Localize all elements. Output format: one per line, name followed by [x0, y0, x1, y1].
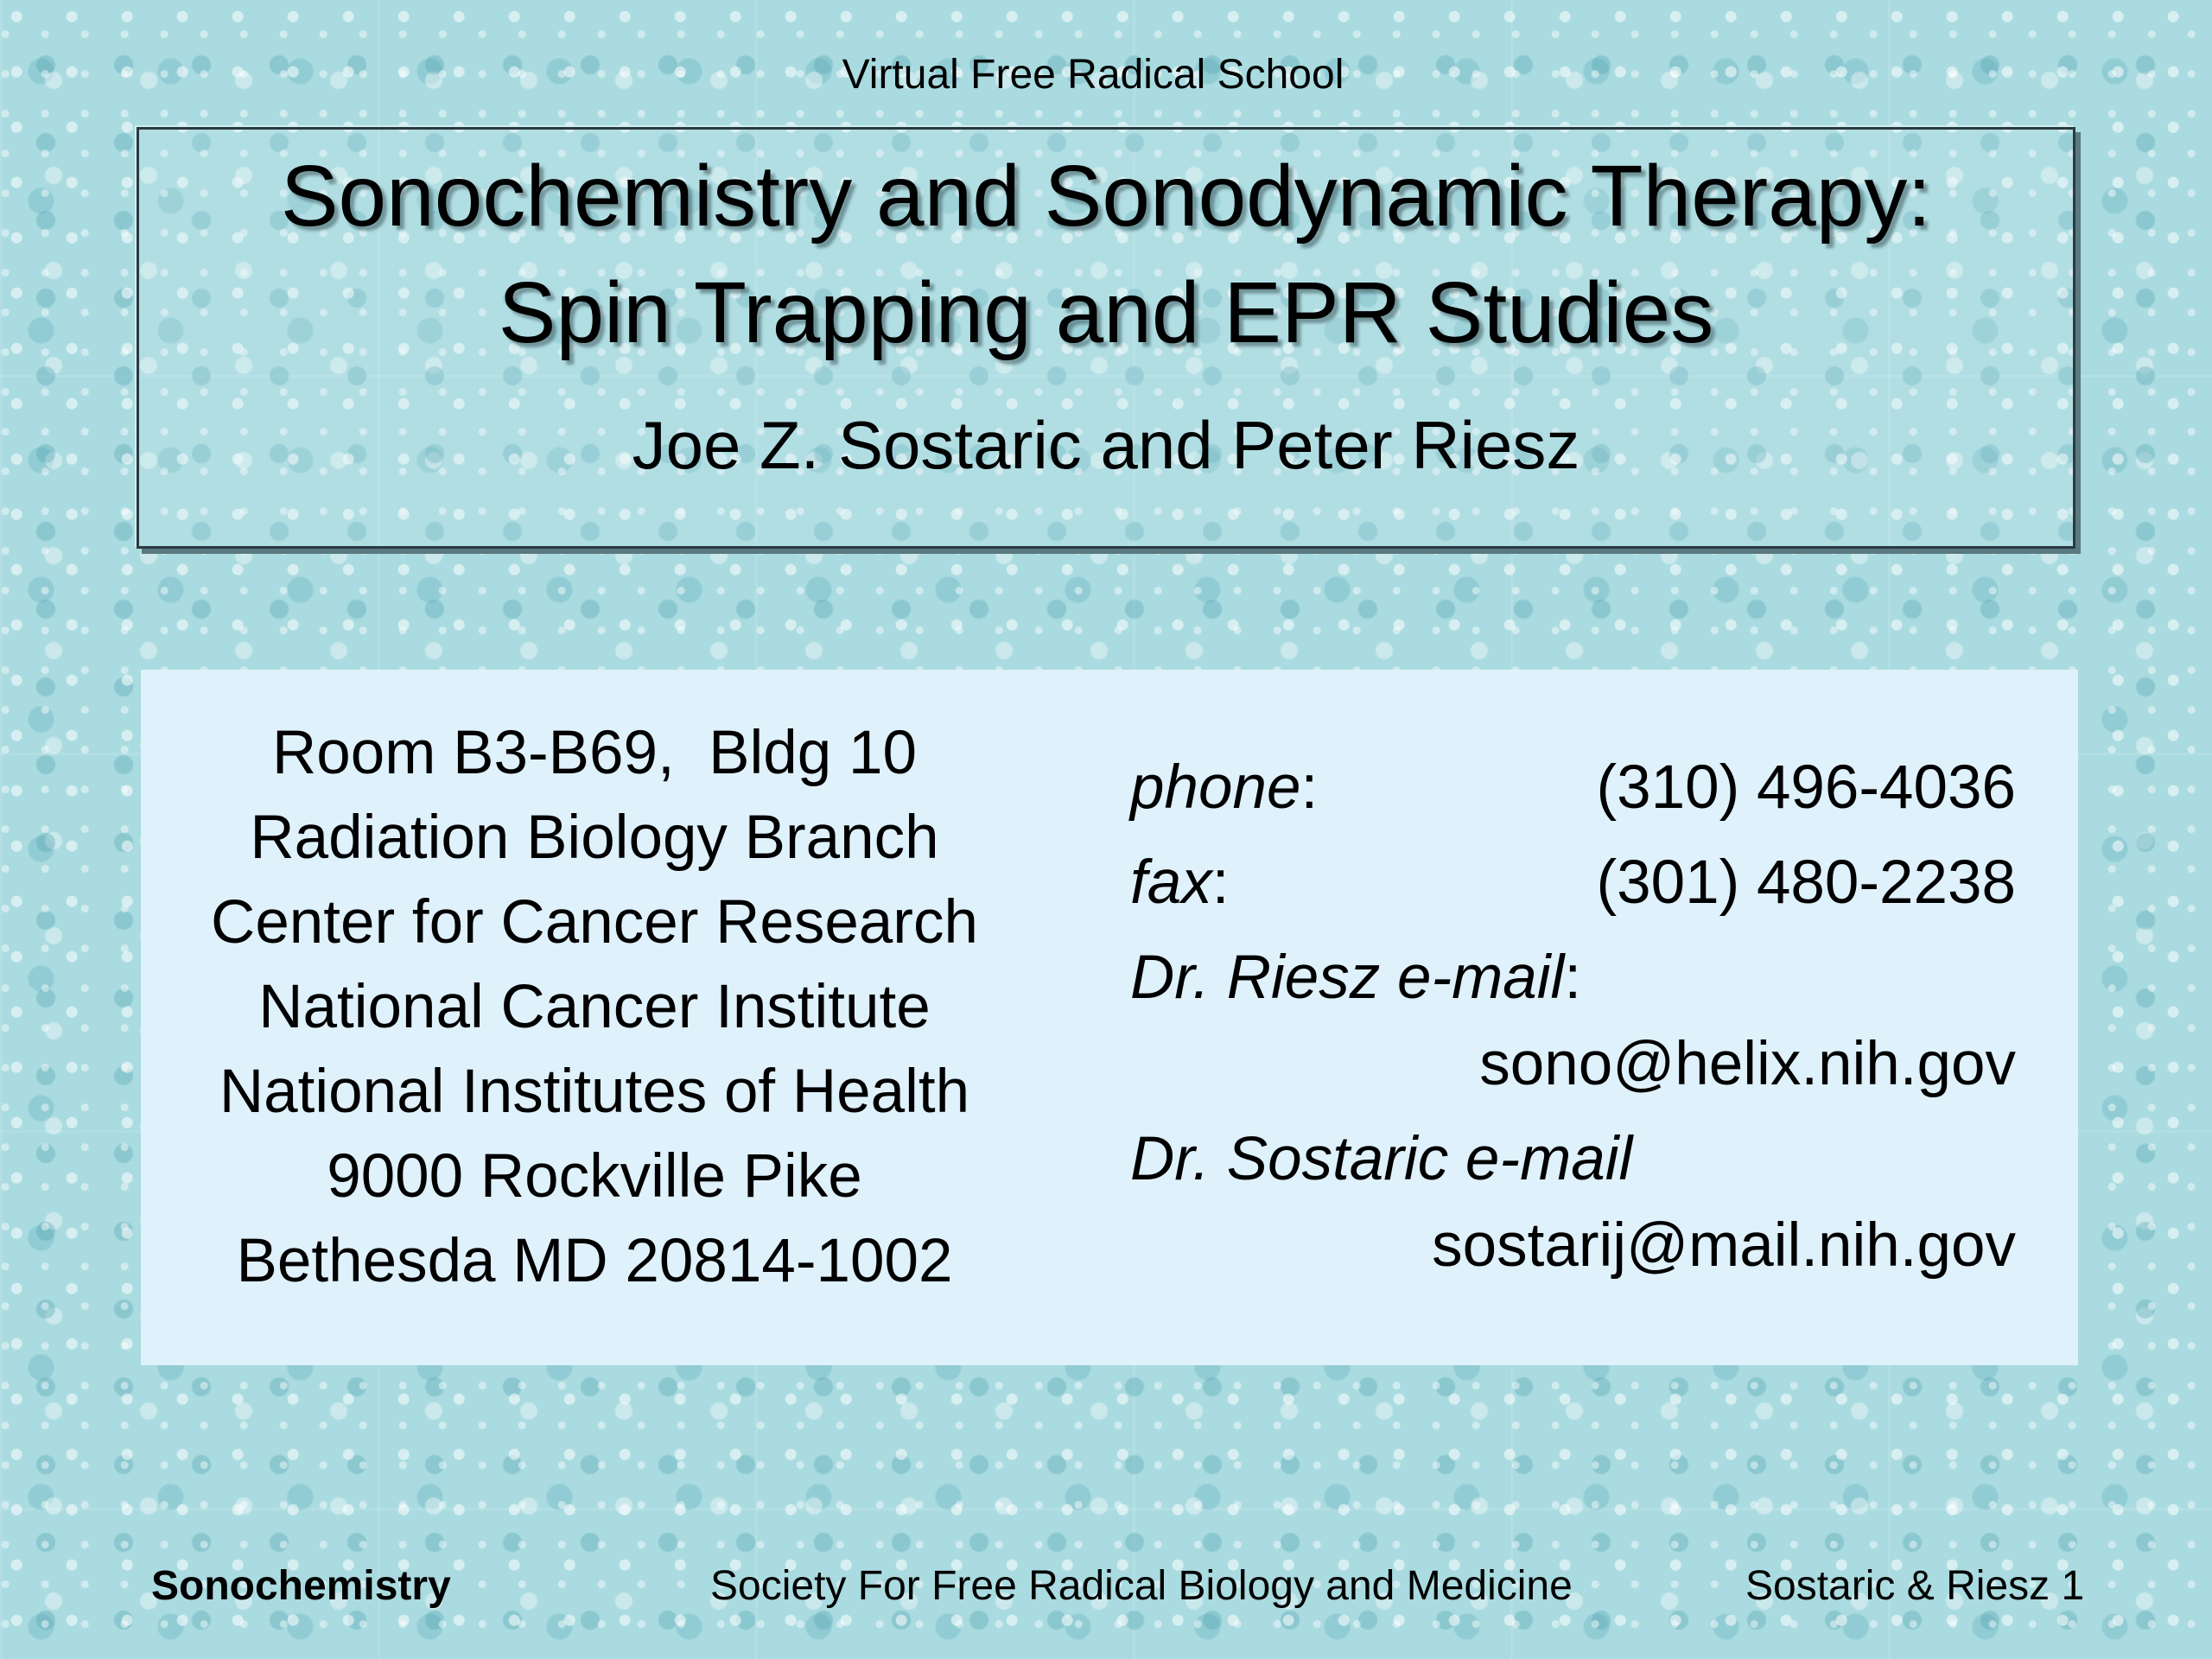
slide-title — [139, 138, 2073, 372]
title-box — [137, 127, 2075, 549]
address-line: Radiation Biology Branch — [250, 804, 939, 872]
sostaric-email[interactable]: sostarij@mail.nih.gov — [1432, 1211, 2016, 1280]
address-line: National Institutes of Health — [219, 1058, 970, 1126]
fax-row — [1130, 838, 2016, 933]
footer-page-info: Sostaric & Riesz 1 — [1745, 1563, 2085, 1609]
fax-label — [1130, 838, 1229, 927]
sostaric-email-value-row — [1130, 1201, 2016, 1296]
phone-label-text: phone — [1130, 753, 1301, 822]
riesz-email-label — [1130, 933, 1581, 1022]
fax-label-text: fax — [1130, 849, 1212, 917]
riesz-email-value-row — [1130, 1020, 2016, 1115]
riesz-email[interactable]: sono@helix.nih.gov — [1479, 1030, 2016, 1098]
footer-society: Society For Free Radical Biology and Medicine — [710, 1563, 1573, 1609]
phone-row — [1130, 743, 2016, 838]
fax-value: (301) 480-2238 — [1596, 849, 2016, 917]
address-line: Bethesda MD 20814-1002 — [236, 1227, 953, 1295]
info-panel — [141, 670, 2078, 1365]
address-line: Room B3-B69, Bldg 10 — [272, 719, 917, 787]
address-line: 9000 Rockville Pike — [327, 1142, 862, 1211]
sostaric-email-label-row — [1130, 1115, 2016, 1201]
address-line: National Cancer Institute — [258, 973, 931, 1041]
address-block — [141, 711, 1048, 1304]
riesz-email-label-row — [1130, 933, 2016, 1020]
phone-label — [1130, 743, 1318, 832]
address-line: Center for Cancer Research — [211, 888, 978, 957]
sostaric-email-label: Dr. Sostaric e-mail — [1130, 1125, 1633, 1193]
authors: Joe Z. Sostaric and Peter Riesz — [632, 407, 1580, 483]
footer-topic: Sonochemistry — [151, 1563, 451, 1609]
riesz-colon: : — [1564, 944, 1582, 1012]
contact-block — [1130, 743, 2016, 1296]
phone-value: (310) 496-4036 — [1596, 753, 2016, 822]
title-line-1: Sonochemistry and Sonodynamic Therapy: — [280, 148, 1932, 245]
fax-colon: : — [1211, 849, 1230, 917]
riesz-email-label-text: Dr. Riesz e-mail — [1130, 944, 1565, 1012]
phone-colon: : — [1300, 753, 1319, 822]
slide-header: Virtual Free Radical School — [842, 52, 1344, 98]
title-line-2: Spin Trapping and EPR Studies — [498, 264, 1714, 361]
